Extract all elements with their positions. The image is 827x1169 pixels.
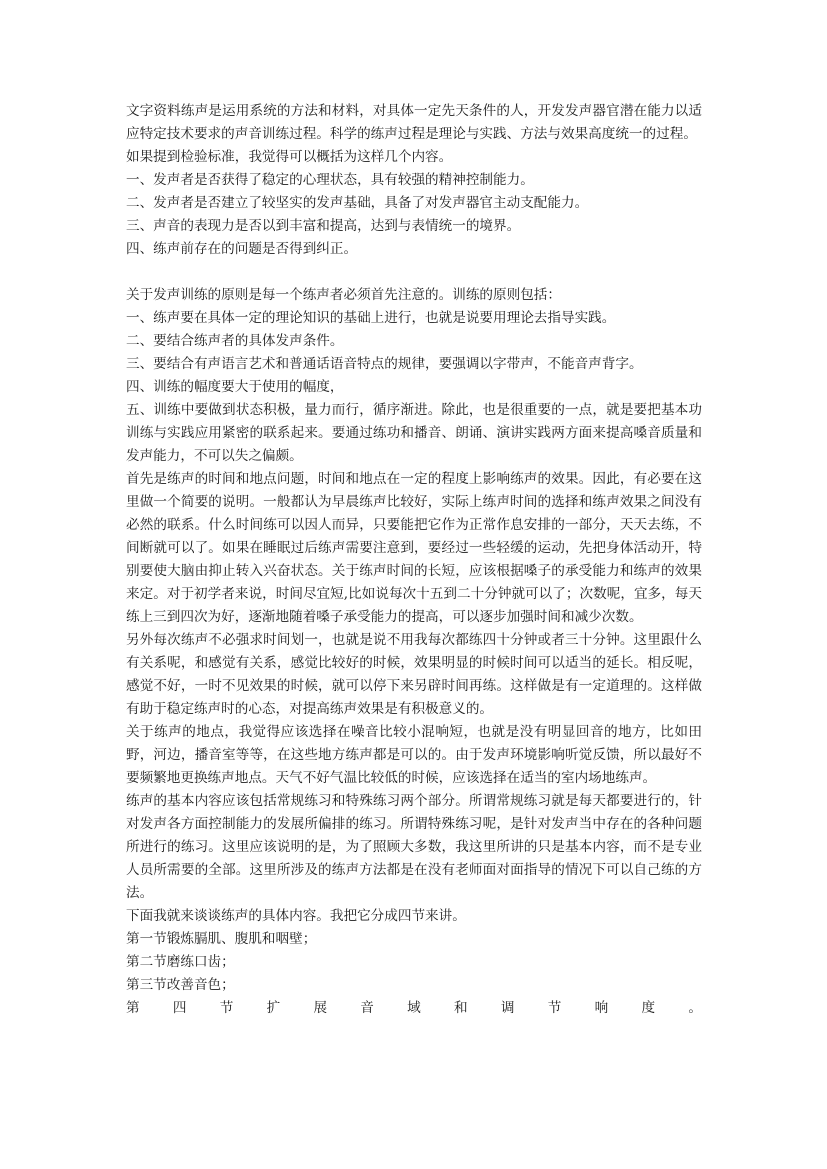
section-char: 和: [454, 1000, 468, 1016]
section-char: 第: [126, 1000, 140, 1016]
body-paragraph-outline: 下面我就来谈谈练声的具体内容。我把它分成四节来讲。: [126, 908, 466, 924]
section-char: 节: [547, 1000, 562, 1016]
principle-item: 四、训练的幅度要大于使用的幅度，: [126, 379, 344, 395]
section-item-spread: [126, 997, 702, 1020]
criteria-item: 一、发声者是否获得了稳定的心理状态，具有较强的精神控制能力。: [126, 172, 534, 188]
section-char: 音: [360, 1000, 374, 1016]
criteria-item: 二、发声者是否建立了较坚实的发声基础，具备了对发声器官主动支配能力。: [126, 195, 589, 211]
section-char: 节: [219, 1000, 234, 1016]
section-item: 第二节磨练口齿；: [126, 954, 235, 970]
section-char: 域: [407, 1000, 421, 1016]
section-char: 展: [313, 1000, 328, 1016]
section-item: 第三节改善音色；: [126, 977, 235, 993]
body-paragraph-duration: 另外每次练声不必强求时间划一，也就是说不用我每次都练四十分钟或者三十分钟。这里跟什么有关系呢，和感觉有关系，感觉比较好的时候，效果明显的时候时间可以适当的延长。相反呢，感觉不好，一时不见效果的时候，就可以停下来另辟时间再练。这样做是有一定道理的。这样做有助于稳定练声时的心态，对提高练声效果是有积极意义的。: [126, 632, 702, 717]
principle-item: 二、要结合练声者的具体发声条件。: [126, 333, 344, 349]
section-char: 扩: [266, 1000, 281, 1016]
section-char: 度: [641, 1000, 656, 1016]
section-char: 调: [500, 1000, 515, 1016]
body-paragraph-time: 首先是练声的时间和地点问题，时间和地点在一定的程度上影响练声的效果。因此，有必要在这里做一个简要的说明。一般都认为早晨练声比较好，实际上练声时间的选择和练声效果之间没有必然的联系。什么时间练可以因人而异，只要能把它作为正常作息安排的一部分，天天去练，不间断就可以了。如果在睡眠过后练声需要注意到，要经过一些轻缓的运动，先把身体活动开，特别要使大脑由抑止转入兴奋状态。关于练声时间的长短，应该根据嗓子的承受能力和练声的效果来定。对于初学者来说，时间尽宜短,比如说每次十五到二十分钟就可以了；次数呢，宜多，每天练上三到四次为好，逐渐地随着嗓子承受能力的提高，可以逐步加强时间和减少次数。: [126, 471, 702, 625]
principle-item: 一、练声要在具体一定的理论知识的基础上进行，也就是说要用理论去指导实践。: [126, 310, 616, 326]
intro-criteria-lead: 如果提到检验标准，我觉得可以概括为这样几个内容。: [126, 149, 453, 165]
body-paragraph-content: 练声的基本内容应该包括常规练习和特殊练习两个部分。所谓常规练习就是每天都要进行的，针对发声各方面控制能力的发展所偏排的练习。所谓特殊练习呢，是针对发声当中存在的各种问题所进行的练习。这里应该说明的是，为了照顾大多数，我这里所讲的只是基本内容，而不是专业人员所需要的全部。这里所涉及的练声方法都是在没有老师面对面指导的情况下可以自己练的方法。: [126, 793, 702, 901]
section-char: 响: [594, 1000, 609, 1016]
section-char: 。: [688, 1000, 702, 1016]
criteria-item: 四、练声前存在的问题是否得到纠正。: [126, 241, 358, 257]
document-page: [126, 100, 702, 1020]
principles-lead: 关于发声训练的原则是每一个练声者必须首先注意的。训练的原则包括：: [126, 287, 561, 303]
principle-item: 三、要结合有声语言艺术和普通话语音特点的规律，要强调以字带声，不能音声背字。: [126, 356, 643, 372]
principle-item: 五、训练中要做到状态积极，量力而行，循序渐进。除此，也是很重要的一点，就是要把基本功训练与实践应用紧密的联系起来。要通过练功和播音、朗诵、演讲实践两方面来提高嗓音质量和发声能力，不可以失之偏颇。: [126, 402, 702, 464]
blank-line: [126, 261, 702, 284]
section-char: 四: [172, 1000, 187, 1016]
criteria-item: 三、声音的表现力是否以到丰富和提高，达到与表情统一的境界。: [126, 218, 521, 234]
body-paragraph-place: 关于练声的地点，我觉得应该选择在噪音比较小混响短，也就是没有明显回音的地方，比如田野，河边，播音室等等，在这些地方练声都是可以的。由于发声环境影响听觉反馈，所以最好不要频繁地更换练声地点。天气不好气温比较低的时候，应该选择在适当的室内场地练声。: [126, 724, 702, 786]
section-item: 第一节锻炼膈肌、腹肌和咽壁；: [126, 931, 317, 947]
intro-paragraph: 文字资料练声是运用系统的方法和材料，对具体一定先天条件的人，开发发声器官潜在能力以适应特定技术要求的声音训练过程。科学的练声过程是理论与实践、方法与效果高度统一的过程。: [126, 103, 702, 142]
